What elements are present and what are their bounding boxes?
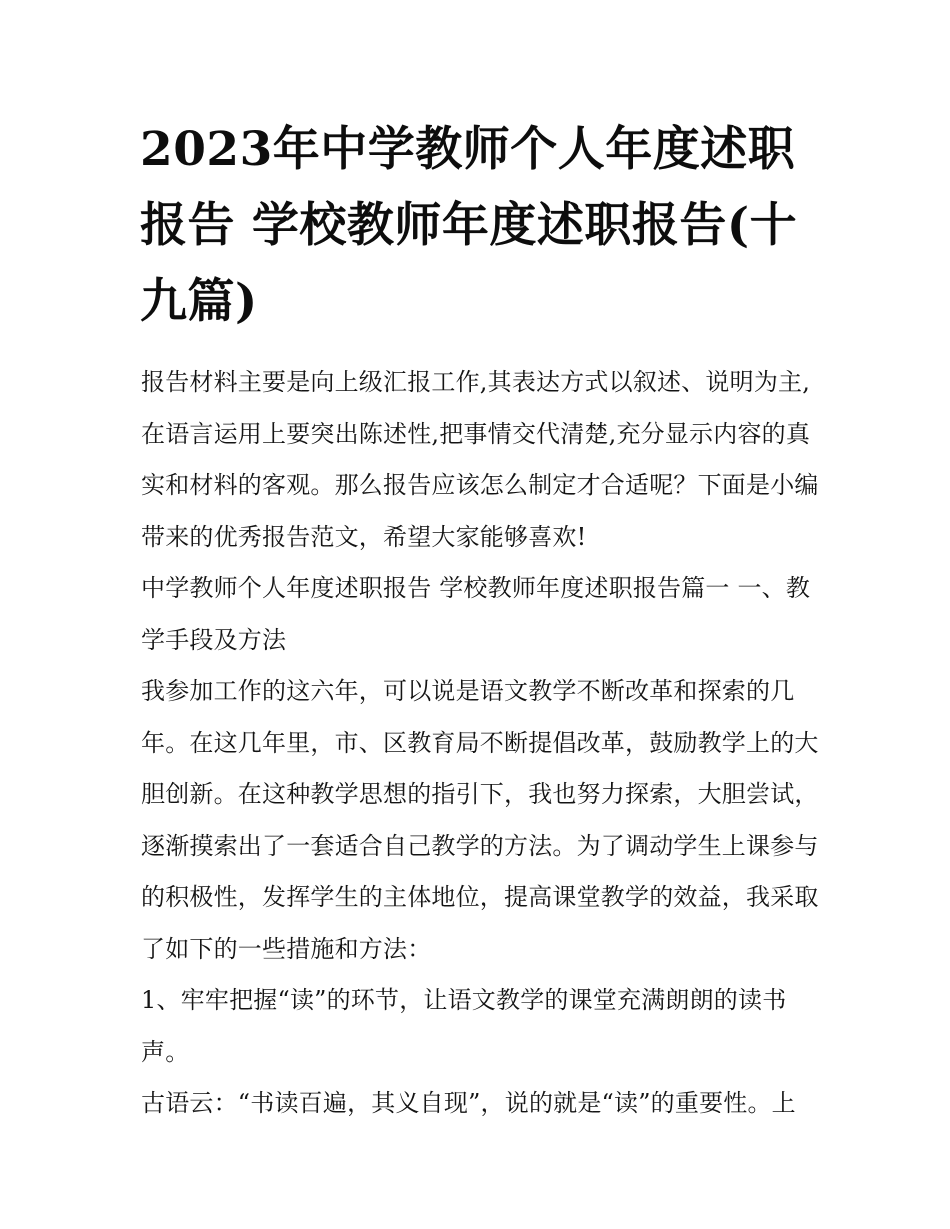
body-paragraph: 我参加工作的这六年，可以说是语文教学不断改革和探索的几年。在这几年里，市、区教育局不断提倡改革，鼓励教学上的大胆创新。在这种教学思想的指引下，我也努力探索，大胆尝试，逐渐摸索出了一套适合自己教学的方法。为了调动学生上课参与的积极性，发挥学生的主体地位，提高课堂教学的效益，我采取了如下的一些措施和方法： (141, 677, 819, 963)
document-body (141, 357, 821, 1130)
document-title: 2023年中学教师个人年度述职报告 学校教师年度述职报告(十九篇) (140, 122, 798, 329)
list-item-heading: 1、牢牢把握“读”的环节，让语文教学的课堂充满朗朗的读书声。 (141, 986, 787, 1066)
section-heading: 中学教师个人年度述职报告 学校教师年度述职报告篇一 一、教学手段及方法 (141, 574, 811, 654)
body-paragraph-continued: 古语云：“书读百遍，其义自现”，说的就是“读”的重要性。上 (141, 1089, 796, 1117)
intro-paragraph: 报告材料主要是向上级汇报工作,其表达方式以叙述、说明为主,在语言运用上要突出陈述性,把事情交代清楚,充分显示内容的真实和材料的客观。那么报告应该怎么制定才合适呢？下面是小编带来的优秀报告范文，希望大家能够喜欢! (141, 368, 819, 551)
